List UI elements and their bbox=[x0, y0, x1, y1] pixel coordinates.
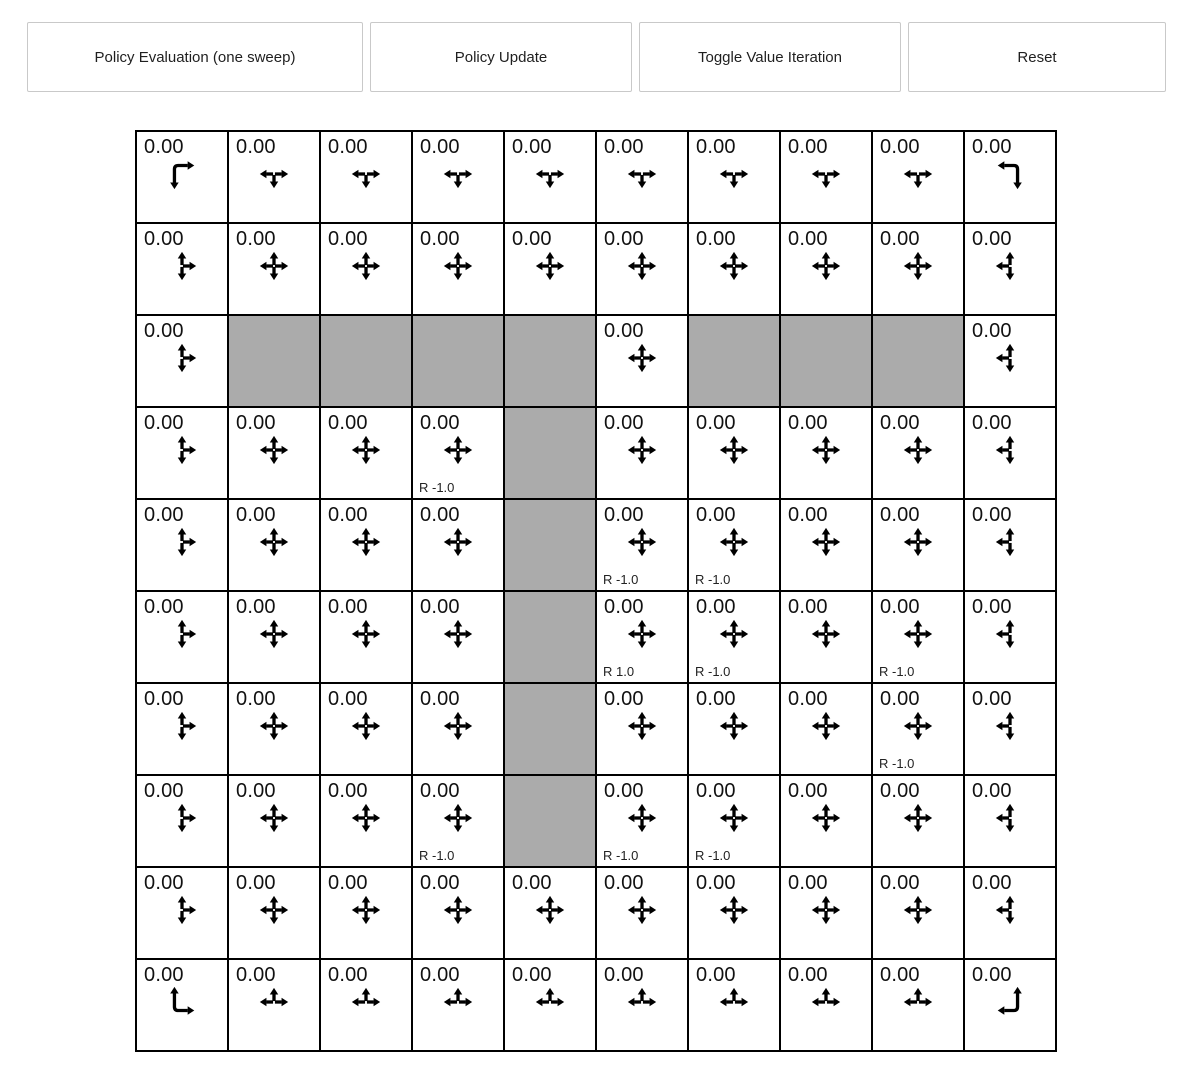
grid-cell bbox=[965, 132, 1055, 222]
state-value: 0.00 bbox=[880, 964, 920, 986]
grid-cell bbox=[321, 592, 411, 682]
toolbar bbox=[27, 22, 1166, 92]
policy-arrows-icon bbox=[533, 249, 567, 283]
state-value: 0.00 bbox=[696, 780, 736, 802]
state-value: 0.00 bbox=[420, 688, 460, 710]
reset-button[interactable]: Reset bbox=[908, 22, 1166, 92]
policy-arrows-icon bbox=[993, 801, 1027, 835]
policy-arrows-icon bbox=[441, 433, 475, 467]
policy-arrows-icon bbox=[993, 525, 1027, 559]
grid-cell bbox=[689, 132, 779, 222]
state-value: 0.00 bbox=[236, 228, 276, 250]
wall-cell bbox=[689, 316, 779, 406]
policy-arrows-icon bbox=[165, 157, 199, 191]
policy-arrows-icon bbox=[717, 249, 751, 283]
grid-cell bbox=[689, 960, 779, 1050]
grid-cell bbox=[597, 592, 687, 682]
state-value: 0.00 bbox=[328, 136, 368, 158]
state-value: 0.00 bbox=[788, 136, 828, 158]
grid-cell bbox=[873, 776, 963, 866]
policy-arrows-icon bbox=[257, 157, 291, 191]
policy-arrows-icon bbox=[165, 433, 199, 467]
policy-arrows-icon bbox=[165, 249, 199, 283]
state-value: 0.00 bbox=[236, 872, 276, 894]
state-value: 0.00 bbox=[512, 228, 552, 250]
grid-cell bbox=[229, 592, 319, 682]
grid-cell bbox=[229, 500, 319, 590]
state-value: 0.00 bbox=[328, 872, 368, 894]
grid-cell bbox=[413, 868, 503, 958]
gridworld-grid bbox=[135, 130, 1057, 1052]
grid-cell bbox=[229, 408, 319, 498]
grid-cell bbox=[413, 592, 503, 682]
wall-cell bbox=[321, 316, 411, 406]
policy-arrows-icon bbox=[809, 617, 843, 651]
state-value: 0.00 bbox=[972, 596, 1012, 618]
state-value: 0.00 bbox=[788, 688, 828, 710]
grid-cell bbox=[965, 224, 1055, 314]
grid-cell bbox=[321, 868, 411, 958]
grid-cell bbox=[689, 224, 779, 314]
grid-cell bbox=[321, 684, 411, 774]
grid-cell bbox=[413, 684, 503, 774]
policy-arrows-icon bbox=[901, 157, 935, 191]
wall-cell bbox=[873, 316, 963, 406]
state-value: 0.00 bbox=[972, 780, 1012, 802]
grid-cell bbox=[781, 868, 871, 958]
state-value: 0.00 bbox=[144, 504, 184, 526]
state-value: 0.00 bbox=[696, 136, 736, 158]
policy-arrows-icon bbox=[625, 709, 659, 743]
state-value: 0.00 bbox=[420, 136, 460, 158]
policy-arrows-icon bbox=[717, 801, 751, 835]
state-value: 0.00 bbox=[788, 596, 828, 618]
policy-arrows-icon bbox=[809, 709, 843, 743]
policy-arrows-icon bbox=[533, 985, 567, 1019]
grid-cell bbox=[321, 960, 411, 1050]
policy-arrows-icon bbox=[257, 709, 291, 743]
policy-arrows-icon bbox=[809, 985, 843, 1019]
grid-cell bbox=[321, 408, 411, 498]
policy-arrows-icon bbox=[165, 617, 199, 651]
state-value: 0.00 bbox=[696, 504, 736, 526]
state-value: 0.00 bbox=[420, 228, 460, 250]
wall-cell bbox=[505, 592, 595, 682]
state-value: 0.00 bbox=[236, 780, 276, 802]
wall-cell bbox=[505, 316, 595, 406]
policy-arrows-icon bbox=[809, 433, 843, 467]
state-value: 0.00 bbox=[144, 136, 184, 158]
policy-arrows-icon bbox=[441, 985, 475, 1019]
state-value: 0.00 bbox=[880, 504, 920, 526]
wall-cell bbox=[229, 316, 319, 406]
grid-cell bbox=[689, 500, 779, 590]
state-value: 0.00 bbox=[788, 228, 828, 250]
state-value: 0.00 bbox=[972, 412, 1012, 434]
policy-arrows-icon bbox=[993, 157, 1027, 191]
policy-arrows-icon bbox=[165, 525, 199, 559]
grid-cell bbox=[321, 776, 411, 866]
reward-label: R -1.0 bbox=[603, 848, 639, 863]
state-value: 0.00 bbox=[972, 228, 1012, 250]
state-value: 0.00 bbox=[512, 964, 552, 986]
policy-arrows-icon bbox=[349, 249, 383, 283]
grid-cell bbox=[781, 132, 871, 222]
policy-evaluation-button[interactable]: Policy Evaluation (one sweep) bbox=[27, 22, 363, 92]
grid-cell bbox=[965, 868, 1055, 958]
state-value: 0.00 bbox=[328, 228, 368, 250]
wall-cell bbox=[505, 500, 595, 590]
state-value: 0.00 bbox=[696, 596, 736, 618]
grid-cell bbox=[597, 224, 687, 314]
state-value: 0.00 bbox=[328, 412, 368, 434]
grid-cell bbox=[229, 684, 319, 774]
grid-cell bbox=[597, 500, 687, 590]
policy-arrows-icon bbox=[717, 525, 751, 559]
state-value: 0.00 bbox=[604, 320, 644, 342]
reward-label: R -1.0 bbox=[419, 480, 455, 495]
state-value: 0.00 bbox=[512, 872, 552, 894]
grid-cell bbox=[413, 960, 503, 1050]
state-value: 0.00 bbox=[788, 412, 828, 434]
state-value: 0.00 bbox=[144, 872, 184, 894]
policy-arrows-icon bbox=[625, 617, 659, 651]
state-value: 0.00 bbox=[604, 412, 644, 434]
grid-cell bbox=[873, 592, 963, 682]
state-value: 0.00 bbox=[696, 872, 736, 894]
grid-cell bbox=[873, 132, 963, 222]
policy-arrows-icon bbox=[625, 433, 659, 467]
policy-arrows-icon bbox=[809, 893, 843, 927]
state-value: 0.00 bbox=[972, 688, 1012, 710]
grid-cell bbox=[597, 868, 687, 958]
state-value: 0.00 bbox=[420, 872, 460, 894]
state-value: 0.00 bbox=[328, 688, 368, 710]
grid-cell bbox=[689, 408, 779, 498]
grid-cell bbox=[413, 408, 503, 498]
wall-cell bbox=[505, 684, 595, 774]
state-value: 0.00 bbox=[144, 964, 184, 986]
policy-arrows-icon bbox=[809, 157, 843, 191]
state-value: 0.00 bbox=[512, 136, 552, 158]
reward-label: R -1.0 bbox=[879, 664, 915, 679]
policy-arrows-icon bbox=[349, 433, 383, 467]
policy-arrows-icon bbox=[717, 617, 751, 651]
state-value: 0.00 bbox=[236, 596, 276, 618]
grid-cell bbox=[597, 684, 687, 774]
policy-arrows-icon bbox=[257, 985, 291, 1019]
policy-arrows-icon bbox=[349, 157, 383, 191]
reward-label: R -1.0 bbox=[695, 572, 731, 587]
wall-cell bbox=[505, 776, 595, 866]
policy-arrows-icon bbox=[257, 433, 291, 467]
policy-arrows-icon bbox=[625, 249, 659, 283]
state-value: 0.00 bbox=[604, 964, 644, 986]
grid-cell bbox=[965, 408, 1055, 498]
reward-label: R -1.0 bbox=[879, 756, 915, 771]
policy-arrows-icon bbox=[441, 249, 475, 283]
policy-arrows-icon bbox=[993, 433, 1027, 467]
policy-arrows-icon bbox=[993, 709, 1027, 743]
policy-arrows-icon bbox=[441, 801, 475, 835]
grid-cell bbox=[505, 224, 595, 314]
grid-cell bbox=[229, 960, 319, 1050]
state-value: 0.00 bbox=[420, 504, 460, 526]
grid-cell bbox=[781, 500, 871, 590]
grid-cell bbox=[413, 224, 503, 314]
policy-arrows-icon bbox=[717, 985, 751, 1019]
policy-arrows-icon bbox=[165, 985, 199, 1019]
grid-cell bbox=[873, 960, 963, 1050]
grid-cell bbox=[229, 132, 319, 222]
toggle-value-iteration-button[interactable]: Toggle Value Iteration bbox=[639, 22, 901, 92]
grid-cell bbox=[597, 960, 687, 1050]
policy-arrows-icon bbox=[901, 249, 935, 283]
grid-cell bbox=[965, 684, 1055, 774]
grid-cell bbox=[137, 684, 227, 774]
state-value: 0.00 bbox=[236, 136, 276, 158]
state-value: 0.00 bbox=[236, 412, 276, 434]
policy-arrows-icon bbox=[717, 157, 751, 191]
policy-arrows-icon bbox=[901, 617, 935, 651]
grid-cell bbox=[689, 868, 779, 958]
policy-arrows-icon bbox=[901, 709, 935, 743]
policy-arrows-icon bbox=[257, 801, 291, 835]
grid-cell bbox=[137, 408, 227, 498]
grid-cell bbox=[965, 592, 1055, 682]
policy-arrows-icon bbox=[441, 893, 475, 927]
policy-arrows-icon bbox=[165, 341, 199, 375]
policy-arrows-icon bbox=[809, 525, 843, 559]
grid-cell bbox=[781, 592, 871, 682]
policy-arrows-icon bbox=[901, 433, 935, 467]
state-value: 0.00 bbox=[144, 688, 184, 710]
state-value: 0.00 bbox=[144, 228, 184, 250]
grid-cell bbox=[965, 776, 1055, 866]
state-value: 0.00 bbox=[144, 780, 184, 802]
policy-arrows-icon bbox=[993, 893, 1027, 927]
grid-cell bbox=[505, 132, 595, 222]
grid-cell bbox=[137, 132, 227, 222]
state-value: 0.00 bbox=[144, 412, 184, 434]
policy-arrows-icon bbox=[441, 709, 475, 743]
grid-cell bbox=[781, 684, 871, 774]
grid-cell bbox=[321, 500, 411, 590]
grid-cell bbox=[505, 868, 595, 958]
grid-cell bbox=[229, 868, 319, 958]
state-value: 0.00 bbox=[696, 228, 736, 250]
state-value: 0.00 bbox=[604, 228, 644, 250]
grid-cell bbox=[413, 132, 503, 222]
policy-arrows-icon bbox=[165, 801, 199, 835]
policy-arrows-icon bbox=[809, 249, 843, 283]
policy-arrows-icon bbox=[533, 893, 567, 927]
state-value: 0.00 bbox=[880, 596, 920, 618]
state-value: 0.00 bbox=[696, 964, 736, 986]
grid-cell bbox=[137, 500, 227, 590]
state-value: 0.00 bbox=[420, 596, 460, 618]
grid-cell bbox=[781, 224, 871, 314]
grid-cell bbox=[137, 224, 227, 314]
policy-arrows-icon bbox=[441, 617, 475, 651]
grid-cell bbox=[137, 316, 227, 406]
policy-arrows-icon bbox=[625, 801, 659, 835]
policy-arrows-icon bbox=[257, 249, 291, 283]
grid-cell bbox=[505, 960, 595, 1050]
grid-cell bbox=[873, 408, 963, 498]
state-value: 0.00 bbox=[604, 688, 644, 710]
grid-cell bbox=[689, 592, 779, 682]
grid-cell bbox=[597, 132, 687, 222]
state-value: 0.00 bbox=[972, 872, 1012, 894]
wall-cell bbox=[413, 316, 503, 406]
state-value: 0.00 bbox=[604, 504, 644, 526]
policy-arrows-icon bbox=[165, 709, 199, 743]
state-value: 0.00 bbox=[144, 596, 184, 618]
grid-cell bbox=[873, 224, 963, 314]
grid-cell bbox=[229, 224, 319, 314]
state-value: 0.00 bbox=[788, 504, 828, 526]
policy-arrows-icon bbox=[441, 157, 475, 191]
state-value: 0.00 bbox=[236, 688, 276, 710]
state-value: 0.00 bbox=[420, 412, 460, 434]
policy-arrows-icon bbox=[993, 341, 1027, 375]
state-value: 0.00 bbox=[972, 504, 1012, 526]
policy-arrows-icon bbox=[625, 985, 659, 1019]
reward-label: R -1.0 bbox=[603, 572, 639, 587]
grid-cell bbox=[137, 592, 227, 682]
policy-arrows-icon bbox=[257, 617, 291, 651]
policy-update-button[interactable]: Policy Update bbox=[370, 22, 632, 92]
state-value: 0.00 bbox=[328, 596, 368, 618]
state-value: 0.00 bbox=[236, 964, 276, 986]
policy-arrows-icon bbox=[349, 985, 383, 1019]
reward-label: R -1.0 bbox=[695, 848, 731, 863]
state-value: 0.00 bbox=[236, 504, 276, 526]
policy-arrows-icon bbox=[349, 893, 383, 927]
policy-arrows-icon bbox=[993, 249, 1027, 283]
policy-arrows-icon bbox=[349, 525, 383, 559]
grid-cell bbox=[229, 776, 319, 866]
grid-cell bbox=[137, 868, 227, 958]
state-value: 0.00 bbox=[880, 688, 920, 710]
policy-arrows-icon bbox=[349, 709, 383, 743]
state-value: 0.00 bbox=[696, 688, 736, 710]
policy-arrows-icon bbox=[717, 709, 751, 743]
reward-label: R -1.0 bbox=[695, 664, 731, 679]
policy-arrows-icon bbox=[993, 617, 1027, 651]
state-value: 0.00 bbox=[696, 412, 736, 434]
policy-arrows-icon bbox=[717, 433, 751, 467]
grid-cell bbox=[137, 960, 227, 1050]
state-value: 0.00 bbox=[788, 872, 828, 894]
state-value: 0.00 bbox=[604, 136, 644, 158]
grid-cell bbox=[597, 776, 687, 866]
state-value: 0.00 bbox=[880, 872, 920, 894]
grid-cell bbox=[413, 500, 503, 590]
policy-arrows-icon bbox=[901, 801, 935, 835]
grid-cell bbox=[873, 868, 963, 958]
state-value: 0.00 bbox=[420, 964, 460, 986]
state-value: 0.00 bbox=[328, 504, 368, 526]
state-value: 0.00 bbox=[420, 780, 460, 802]
grid-cell bbox=[873, 500, 963, 590]
grid-cell bbox=[965, 960, 1055, 1050]
grid-cell bbox=[597, 408, 687, 498]
grid-cell bbox=[413, 776, 503, 866]
state-value: 0.00 bbox=[328, 780, 368, 802]
wall-cell bbox=[505, 408, 595, 498]
grid-cell bbox=[689, 776, 779, 866]
policy-arrows-icon bbox=[533, 157, 567, 191]
policy-arrows-icon bbox=[717, 893, 751, 927]
policy-arrows-icon bbox=[901, 985, 935, 1019]
policy-arrows-icon bbox=[625, 525, 659, 559]
policy-arrows-icon bbox=[165, 893, 199, 927]
reward-label: R 1.0 bbox=[603, 664, 635, 679]
state-value: 0.00 bbox=[788, 964, 828, 986]
state-value: 0.00 bbox=[880, 136, 920, 158]
grid-cell bbox=[689, 684, 779, 774]
policy-arrows-icon bbox=[901, 525, 935, 559]
grid-cell bbox=[873, 684, 963, 774]
grid-cell bbox=[597, 316, 687, 406]
state-value: 0.00 bbox=[604, 872, 644, 894]
wall-cell bbox=[781, 316, 871, 406]
policy-arrows-icon bbox=[257, 893, 291, 927]
policy-arrows-icon bbox=[901, 893, 935, 927]
state-value: 0.00 bbox=[788, 780, 828, 802]
grid-cell bbox=[321, 132, 411, 222]
policy-arrows-icon bbox=[257, 525, 291, 559]
grid-cell bbox=[321, 224, 411, 314]
policy-arrows-icon bbox=[809, 801, 843, 835]
state-value: 0.00 bbox=[880, 780, 920, 802]
grid-cell bbox=[965, 500, 1055, 590]
state-value: 0.00 bbox=[880, 228, 920, 250]
policy-arrows-icon bbox=[625, 157, 659, 191]
policy-arrows-icon bbox=[625, 341, 659, 375]
state-value: 0.00 bbox=[604, 596, 644, 618]
state-value: 0.00 bbox=[328, 964, 368, 986]
reward-label: R -1.0 bbox=[419, 848, 455, 863]
grid-cell bbox=[781, 960, 871, 1050]
grid-cell bbox=[965, 316, 1055, 406]
policy-arrows-icon bbox=[441, 525, 475, 559]
state-value: 0.00 bbox=[144, 320, 184, 342]
state-value: 0.00 bbox=[972, 136, 1012, 158]
policy-arrows-icon bbox=[349, 617, 383, 651]
grid-cell bbox=[781, 776, 871, 866]
policy-arrows-icon bbox=[625, 893, 659, 927]
state-value: 0.00 bbox=[972, 320, 1012, 342]
state-value: 0.00 bbox=[880, 412, 920, 434]
policy-arrows-icon bbox=[349, 801, 383, 835]
state-value: 0.00 bbox=[604, 780, 644, 802]
grid-cell bbox=[781, 408, 871, 498]
state-value: 0.00 bbox=[972, 964, 1012, 986]
policy-arrows-icon bbox=[993, 985, 1027, 1019]
grid-cell bbox=[137, 776, 227, 866]
